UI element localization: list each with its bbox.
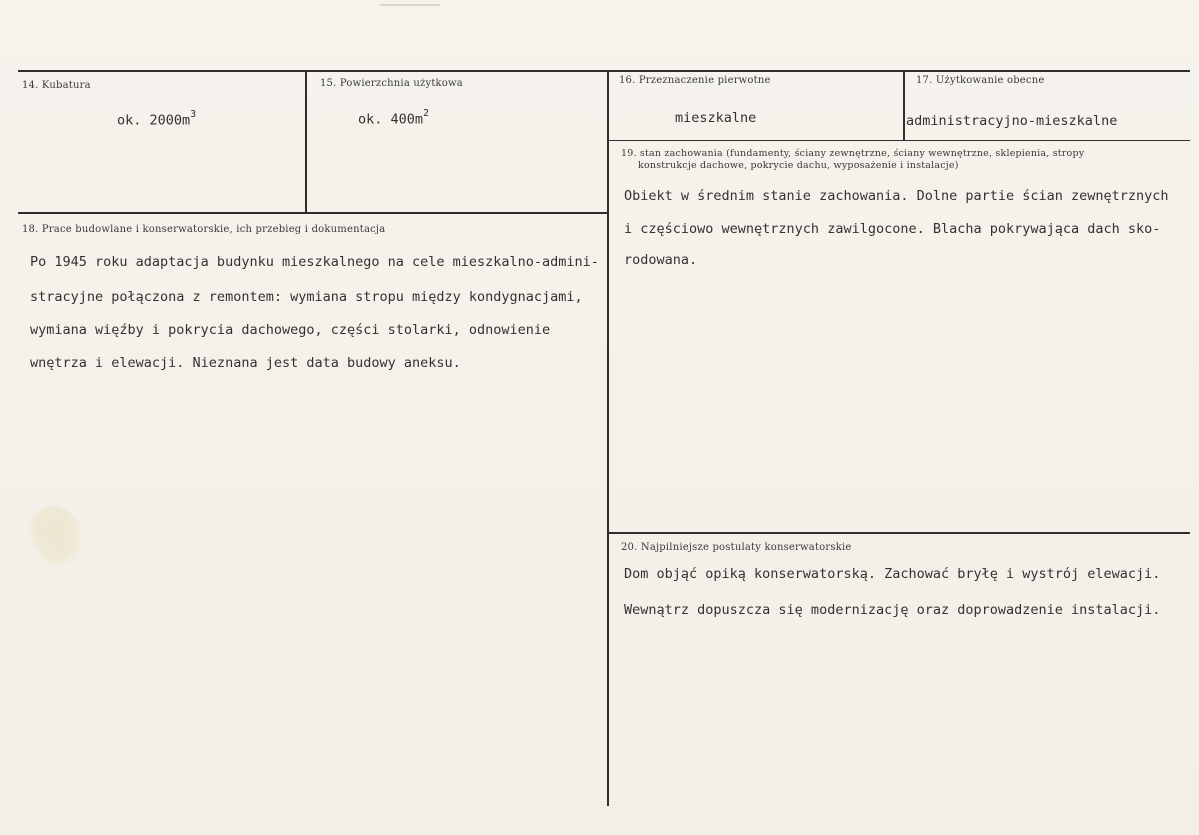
divider-16-17 [903, 70, 905, 141]
field-18-line: wnętrza i elewacji. Nieznana jest data budowy aneksu. [30, 355, 461, 371]
paper-stain [24, 500, 88, 571]
field-14-value-text: ok. 2000m [117, 112, 191, 129]
field-19-line: rodowana. [624, 252, 698, 268]
field-17-label: 17. Użytkowanie obecne [916, 75, 1045, 86]
field-20-line: Wewnątrz dopuszcza się modernizację oraz doprowadzenie instalacji. [624, 602, 1161, 618]
field-18-line: Po 1945 roku adaptacja budynku mieszkalnego na cele mieszkalno-admini- [30, 254, 599, 270]
top-rule [18, 70, 1190, 72]
field-16-value: mieszkalne [675, 110, 757, 126]
rule-under-14-15 [18, 212, 608, 214]
top-mark [380, 4, 440, 6]
field-15-label: 15. Powierzchnia użytkowa [320, 78, 463, 89]
field-19-line: Obiekt w średnim stanie zachowania. Dolne partie ścian zewnętrznych [624, 188, 1169, 204]
field-19-label-line-1: 19. stan zachowania (fundamenty, ściany zewnętrzne, ściany wewnętrzne, sklepienia, stropy [621, 148, 1085, 159]
divider-14-15 [305, 70, 307, 212]
field-14-label: 14. Kubatura [22, 80, 91, 91]
field-16-label: 16. Przeznaczenie pierwotne [619, 75, 771, 86]
field-17-value: administracyjno-mieszkalne [906, 113, 1118, 129]
field-19-line: i częściowo wewnętrznych zawilgocone. Blacha pokrywająca dach sko- [624, 221, 1161, 237]
rule-under-16 [608, 140, 1190, 141]
field-14-value [117, 111, 196, 129]
field-18-line: wymiana więźby i pokrycia dachowego, części stolarki, odnowienie [30, 322, 551, 338]
field-20-line: Dom objąć opiką konserwatorską. Zachować bryłę i wystrój elewacji. [624, 566, 1161, 582]
field-15-unit-exponent: 2 [423, 108, 430, 119]
field-19-label-line-2: konstrukcje dachowe, pokrycie dachu, wyposażenie i instalacje) [638, 160, 959, 171]
field-18-line: stracyjne połączona z remontem: wymiana stropu między kondygnacjami, [30, 289, 583, 305]
field-20-label: 20. Najpilniejsze postulaty konserwatorskie [621, 542, 852, 553]
field-18-label: 18. Prace budowlane i konserwatorskie, ich przebieg i dokumentacja [22, 224, 386, 235]
rule-above-20 [608, 532, 1190, 534]
main-divider [607, 70, 609, 806]
field-15-value-text: ok. 400m [358, 111, 424, 128]
field-14-unit-exponent: 3 [190, 109, 197, 120]
field-15-value [358, 110, 429, 128]
